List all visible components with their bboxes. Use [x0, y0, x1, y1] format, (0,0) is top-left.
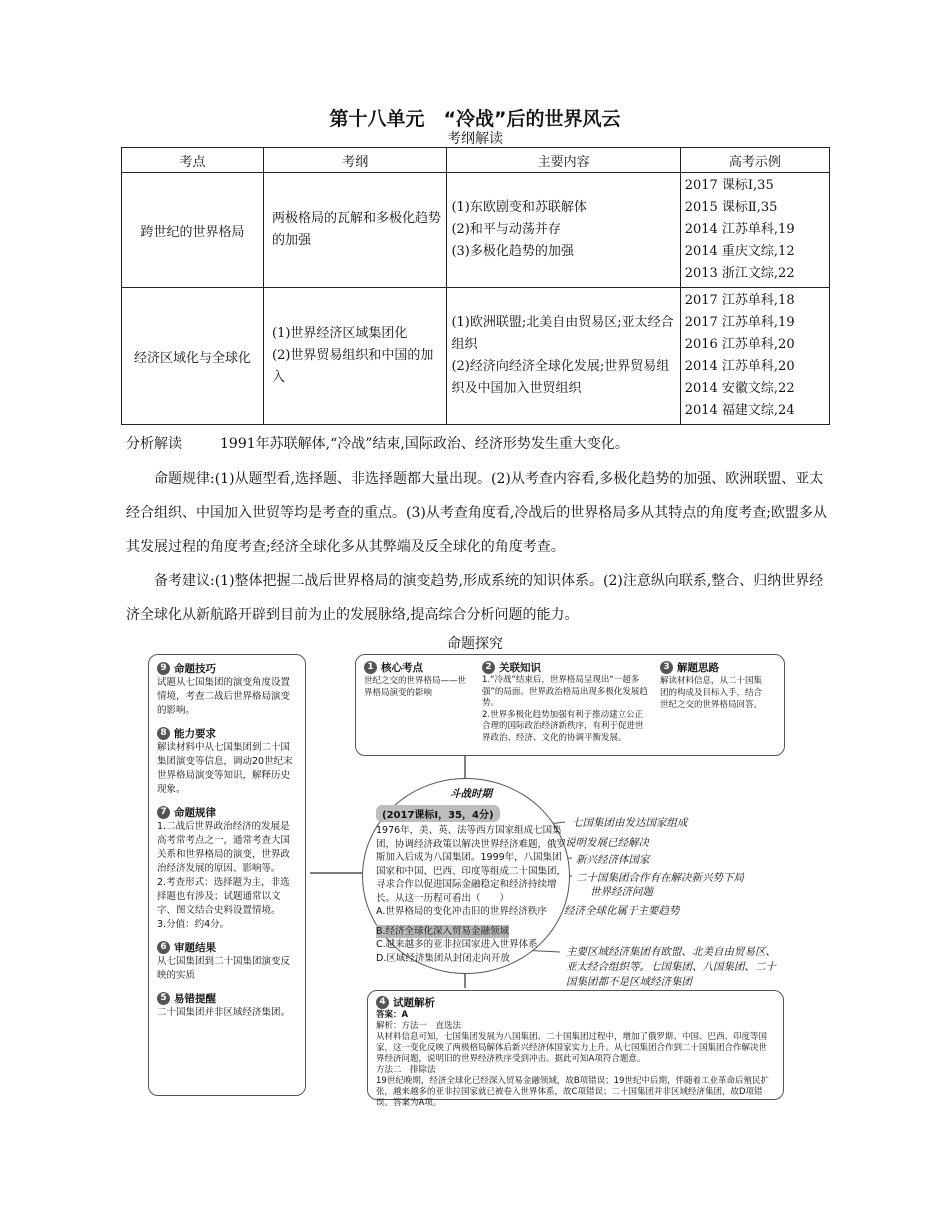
annotation: 经济全球化属于主要趋势: [564, 905, 680, 917]
analysis-paragraph-2: 命题规律:(1)从题型看,选择题、非选择题都大量出现。(2)从考查内容看,多极化趋势的加强、欧洲联盟、亚太经合组织、中国加入世贸等均是考查的重点。(3)从考查角度看,冷战后的世界格局多从其特点的角度考查;欧盟多从其发展过程的角度考查;经济全球化多从其弊端及反全球化的角度考查。: [126, 471, 827, 555]
table-cell-content: [447, 173, 680, 288]
annotation: 七国集团由发达国家组成: [572, 817, 688, 829]
section-text: 解读材料信息，从二十国集团的构成及目标入手，结合世纪之交的世界格局回答。: [660, 676, 763, 710]
section-heading: 能力要求: [174, 728, 216, 740]
example-line: 2017 江苏单科,18: [684, 293, 795, 308]
option-a: A.世界格局的变化冲击旧的世界经济秩序: [376, 906, 547, 917]
number-badge: 8: [157, 727, 170, 740]
table-header: 主要内容: [447, 148, 680, 173]
left-section: [157, 940, 297, 983]
table-cell-examples: [680, 288, 829, 425]
annotation: 新兴经济体国家: [576, 854, 650, 866]
example-line: 2014 安徽文综,22: [684, 381, 795, 396]
top-column: [482, 660, 650, 750]
analysis-paragraph-3: 备考建议:(1)整体把握二战后世界格局的演变趋势,形成系统的知识体系。(2)注意纵向联系,整合、归纳世界经济全球化从新航路开辟到目前为止的发展脉络,提高综合分析问题的能力。: [126, 573, 824, 623]
number-badge: 6: [157, 941, 170, 954]
number-badge: 7: [157, 806, 170, 819]
section-text: 试题从七国集团的演变角度设置情境，考查二战后世界格局演变的影响。: [157, 677, 291, 716]
question-stem: 1976年，美、英、法等西方国家组成七国集团，协调经济政策以解决世界经济难题，俄罗斯加入后成为八国集团。1999年，八国集团国家和中国、巴西、印度等组成二十国集团，寻求合作以促进国际金融稳定和经济持续增长。从这一历程可看出（ ）: [376, 825, 567, 904]
table-row: [122, 288, 830, 425]
table-row: [122, 173, 830, 288]
method2-label: 方法二 排除法: [376, 1065, 436, 1075]
annotation: 亚太经合组织等。七国集团、八国集团、二十: [566, 961, 776, 973]
syllabus-table: [121, 147, 830, 425]
number-badge: 9: [157, 662, 170, 675]
section-heading: 易错提醒: [174, 993, 216, 1005]
top-panel: [355, 654, 785, 756]
table-cell-content: (1)欧洲联盟;北美自由贸易区;亚太经合组织 (2)经济向经济全球化发展;世界贸易组织及中国加入世贸组织: [447, 288, 680, 425]
section-heading: 试题解析: [393, 997, 435, 1009]
left-panel: [148, 654, 306, 1096]
table-cell-outline: (1)世界经济区域集团化 (2)世界贸易组织和中国的加入: [264, 288, 447, 425]
content-line: (3)多极化趋势的加强: [451, 244, 574, 259]
table-cell-point: 经济区域化与全球化: [122, 288, 264, 425]
top-column: [660, 660, 770, 750]
section-heading: 审题结果: [174, 942, 216, 954]
top-column: [364, 660, 472, 750]
left-section: [157, 991, 297, 1020]
annotation: 主要区域经济集团有欧盟、北美自由贸易区、: [566, 946, 776, 958]
page-subtitle: 考纲解读: [447, 131, 503, 147]
section-heading: 命题规律: [174, 807, 216, 819]
question-source: (2017课标Ⅰ，35，4分): [376, 805, 500, 822]
section-heading: 核心考点: [381, 662, 423, 674]
table-header: 考纲: [264, 148, 447, 173]
section-heading: 命题技巧: [174, 663, 216, 675]
annotation: 二十国集团合作有在解决新兴势下局: [576, 872, 744, 884]
section-text: 解读材料中从七国集团到二十国集团演变等信息，调动20世纪末世界格局演变等知识，解释历史现象。: [157, 742, 293, 795]
section-text: 世纪之交的世界格局——世界格局演变的影响: [364, 676, 467, 698]
analysis-paragraph-1: [126, 427, 836, 461]
left-section: [157, 661, 297, 718]
analysis-text: 1991年苏联解体,“冷战”结束,国际政治、经济形势发生重大变化。: [220, 436, 629, 452]
number-badge: 4: [376, 996, 389, 1009]
section-text: 二十国集团并非区域经济集团。: [157, 1007, 291, 1018]
section-text: 1.“冷战”结束后，世界格局呈现出“一超多强”的局面。世界政治格局出现多极化发展趋势。 2.世界多极化趋势加强有利于推动建立公正合理的国际政治经济新秩序，有利于促进世界政治、经济、文化的协调平衡发展。: [482, 675, 648, 743]
example-line: 2013 浙江文综,22: [684, 266, 795, 281]
analysis-label: 分析解读: [126, 436, 182, 452]
section-heading: 解题思路: [677, 662, 719, 674]
example-line: 2014 江苏单科,19: [684, 222, 795, 237]
example-line: 2014 福建文综,24: [684, 403, 795, 418]
example-line: 2017 江苏单科,19: [684, 315, 795, 330]
left-section: [157, 805, 297, 932]
table-header-row: [122, 148, 830, 173]
example-line: 2017 课标Ⅰ,35: [684, 178, 774, 193]
table-cell-outline: 两极格局的瓦解和多极化趋势的加强: [264, 173, 447, 288]
table-cell-point: 跨世纪的世界格局: [122, 173, 264, 288]
annotation: 说明发展已经解决: [565, 837, 649, 849]
content-line: (1)东欧剧变和苏联解体: [451, 200, 587, 215]
explore-title: 命题探究: [447, 636, 503, 652]
number-badge: 5: [157, 992, 170, 1005]
content-line: (2)和平与动荡并存: [451, 222, 561, 237]
table-cell-examples: [680, 173, 829, 288]
number-badge: 1: [364, 661, 377, 674]
option-d: D.区域经济集团从封闭走向开放: [376, 952, 510, 964]
answer-panel: [367, 990, 784, 1108]
example-line: 2014 重庆文综,12: [684, 244, 795, 259]
option-b: B.经济全球化深入贸易金融领域: [376, 925, 510, 937]
answer-text: 答案：A: [376, 1010, 409, 1020]
number-badge: 2: [482, 661, 495, 674]
example-line: 2015 课标Ⅱ,35: [684, 200, 778, 215]
table-header: 高考示例: [680, 148, 829, 173]
question-content: [376, 786, 566, 965]
method2-text: 19世纪晚期，经济全球化已经深入贸易金融领域，故B项错误；19世纪中后期，伴随着工业革命后殖民扩张，越来越多的亚非拉国家就已被卷入世界体系，故C项错误；二十国集团并非区域经济集团，故D项错误。答案为A项。: [376, 1076, 769, 1108]
section-text: 从七国集团到二十国集团演变反映的实质: [157, 956, 291, 981]
method1-text: 从材料信息可知，七国集团发展为八国集团、二十国集团过程中，增加了俄罗斯、中国、巴西、印度等国家，这一变化反映了两极格局解体后新兴经济体国家实力上升。从七国集团合作到二十国集团合作解决世界经济问题，说明旧的世界经济秩序受到冲击。据此可知A项符合题意。: [376, 1032, 768, 1064]
section-heading: 关联知识: [499, 662, 541, 674]
example-line: 2016 江苏单科,20: [684, 337, 795, 352]
option-c: C.越来越多的亚非拉国家进入世界体系: [376, 939, 538, 950]
section-text: 1.二战后世界政治经济的发展是高考常考点之一，通常考查大国关系和世界格局的演变，世界政治经济发展的原因、影响等。 2.考查形式：选择题为主，非选择题也有涉及；试题通常以文字、图文结合史料设置情境。 3.分值：约4分。: [157, 821, 291, 930]
page-title: 第十八单元 “冷战”后的世界风云: [329, 108, 621, 130]
table-header: 考点: [122, 148, 264, 173]
method1-label: 解析：方法一 直选法: [376, 1021, 462, 1031]
annotation: 国集团都不是区域经济集团: [566, 976, 692, 988]
question-tag: 斗战时期: [450, 788, 492, 800]
left-section: [157, 726, 297, 797]
number-badge: 3: [660, 661, 673, 674]
example-line: 2014 江苏单科,20: [684, 359, 795, 374]
annotation: 世界经济问题: [590, 886, 653, 898]
